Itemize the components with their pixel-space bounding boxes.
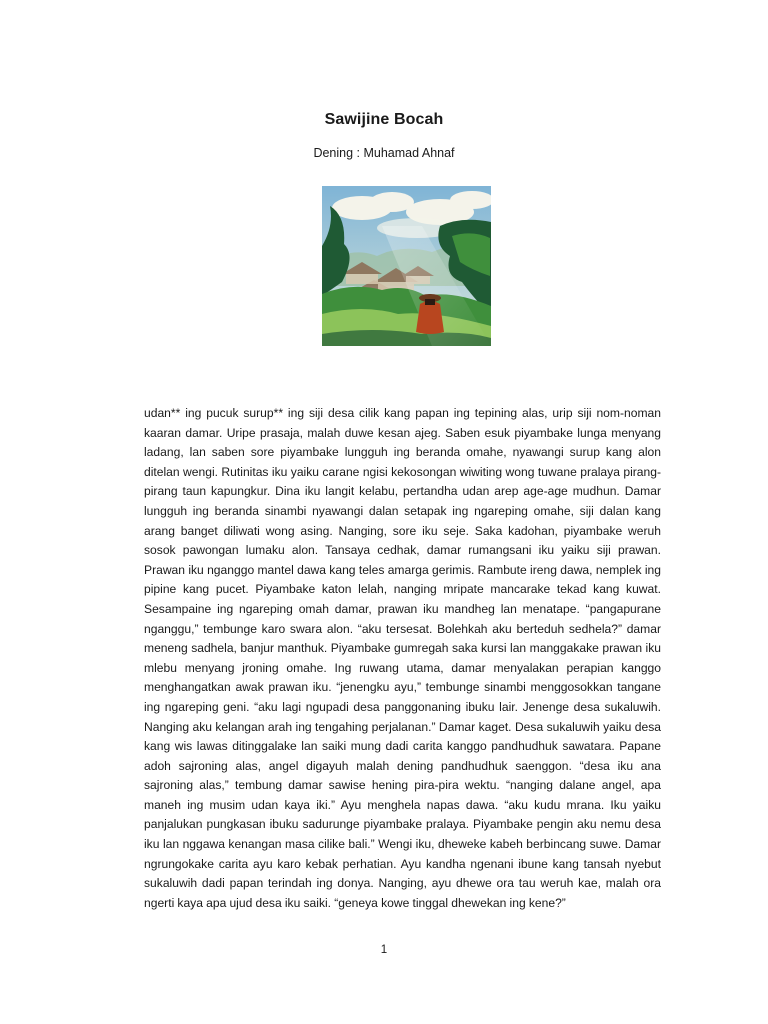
- story-body-text: udan** ing pucuk surup** ing siji desa cilik kang papan ing tepining alas, urip siji nom-noman kaaran damar. Uripe prasaja, malah duwe kesan ajeg. Saben esuk piyambake lunga menyang ladang, lan saben sore piyambake lungguh ing beranda omahe, nyawangi surup kang alon ditelan wengi. Rutinitas iku yaiku carane ngisi kekosongan wiwiting wong tuwane pralaya pirang-pirang taun kapungkur. Dina iku langit kelabu, pertandha udan arep age-age mudhun. Damar lungguh ing beranda sinambi nyawangi dalan setapak ing ngareping omahe, siji dalan kang arang banget diliwati wong asing. Nanging, sore iku seje. Saka kadohan, piyambake weruh sosok pawongan lumaku alon. Tansaya cedhak, damar rumangsani iku yaiku siji prawan. Prawan iku nganggo mantel dawa kang teles amarga gerimis. Rambute ireng dawa, nemplek ing pipine kang pucet. Piyambake katon lelah, nanging mripate mancarake tekad kang kuwat. Sesampaine ing ngareping omah damar, prawan iku mandheg lan menatape. “pangapurane nganggu,” tembunge karo swara alon. “aku tersesat. Bolehkah aku berteduh sedhela?” damar meneng sadhela, banjur manthuk. Piyambake gumregah saka kursi lan manggakake prawan iku mlebu menyang jroning omahe. Ing ruwang utama, damar menyalakan perapian kanggo menghangatkan awak prawan iku. “jenengku ayu,” tembunge sinambi menggosokkan tangane ing ngareping geni. “aku lagi ngupadi desa panggonaning ibuku lair. Jenenge desa sukaluwih. Nanging aku kelangan arah ing tengahing perjalanan.” Damar kaget. Desa sukaluwih yaiku desa kang wis lawas ditinggalake lan saiki mung dadi carita kanggo pandhudhuk sawatara. Papane adoh sajroning alas, angel digayuh malah dening pandhudhuk saenggon. “desa iku ana sajroning alas,” tembung damar sawise hening pira-pira wektu. “nanging dalane angel, apa maneh ing musim udan kaya iki.” Ayu menghela napas dawa. “aku kudu mrana. Iku yaiku panjalukan pungkasan ibuku sadurunge piyambake pralaya. Piyambake pengin aku nemu desa iku lan nggawa kenangan masa cilike bali.” Wengi iku, dheweke kabeh berbincang suwe. Damar ngrungokake carita ayu karo kebak perhatian. Ayu kandha ngenani ibune kang tansah nyebut sukaluwih dadi papan terindah ing donya. Nanging, ayu dhewe ora tau weruh kae, malah ora ngerti kaya apa ujud desa iku saiki. “geneya kowe tinggal dhewekan ing kene?”: [144, 406, 661, 910]
- page-number: 1: [380, 944, 388, 956]
- document-title: Sawijine Bocah: [324, 111, 444, 128]
- cover-illustration: [322, 186, 491, 346]
- author-byline: Dening : Muhamad Ahnaf: [313, 146, 455, 160]
